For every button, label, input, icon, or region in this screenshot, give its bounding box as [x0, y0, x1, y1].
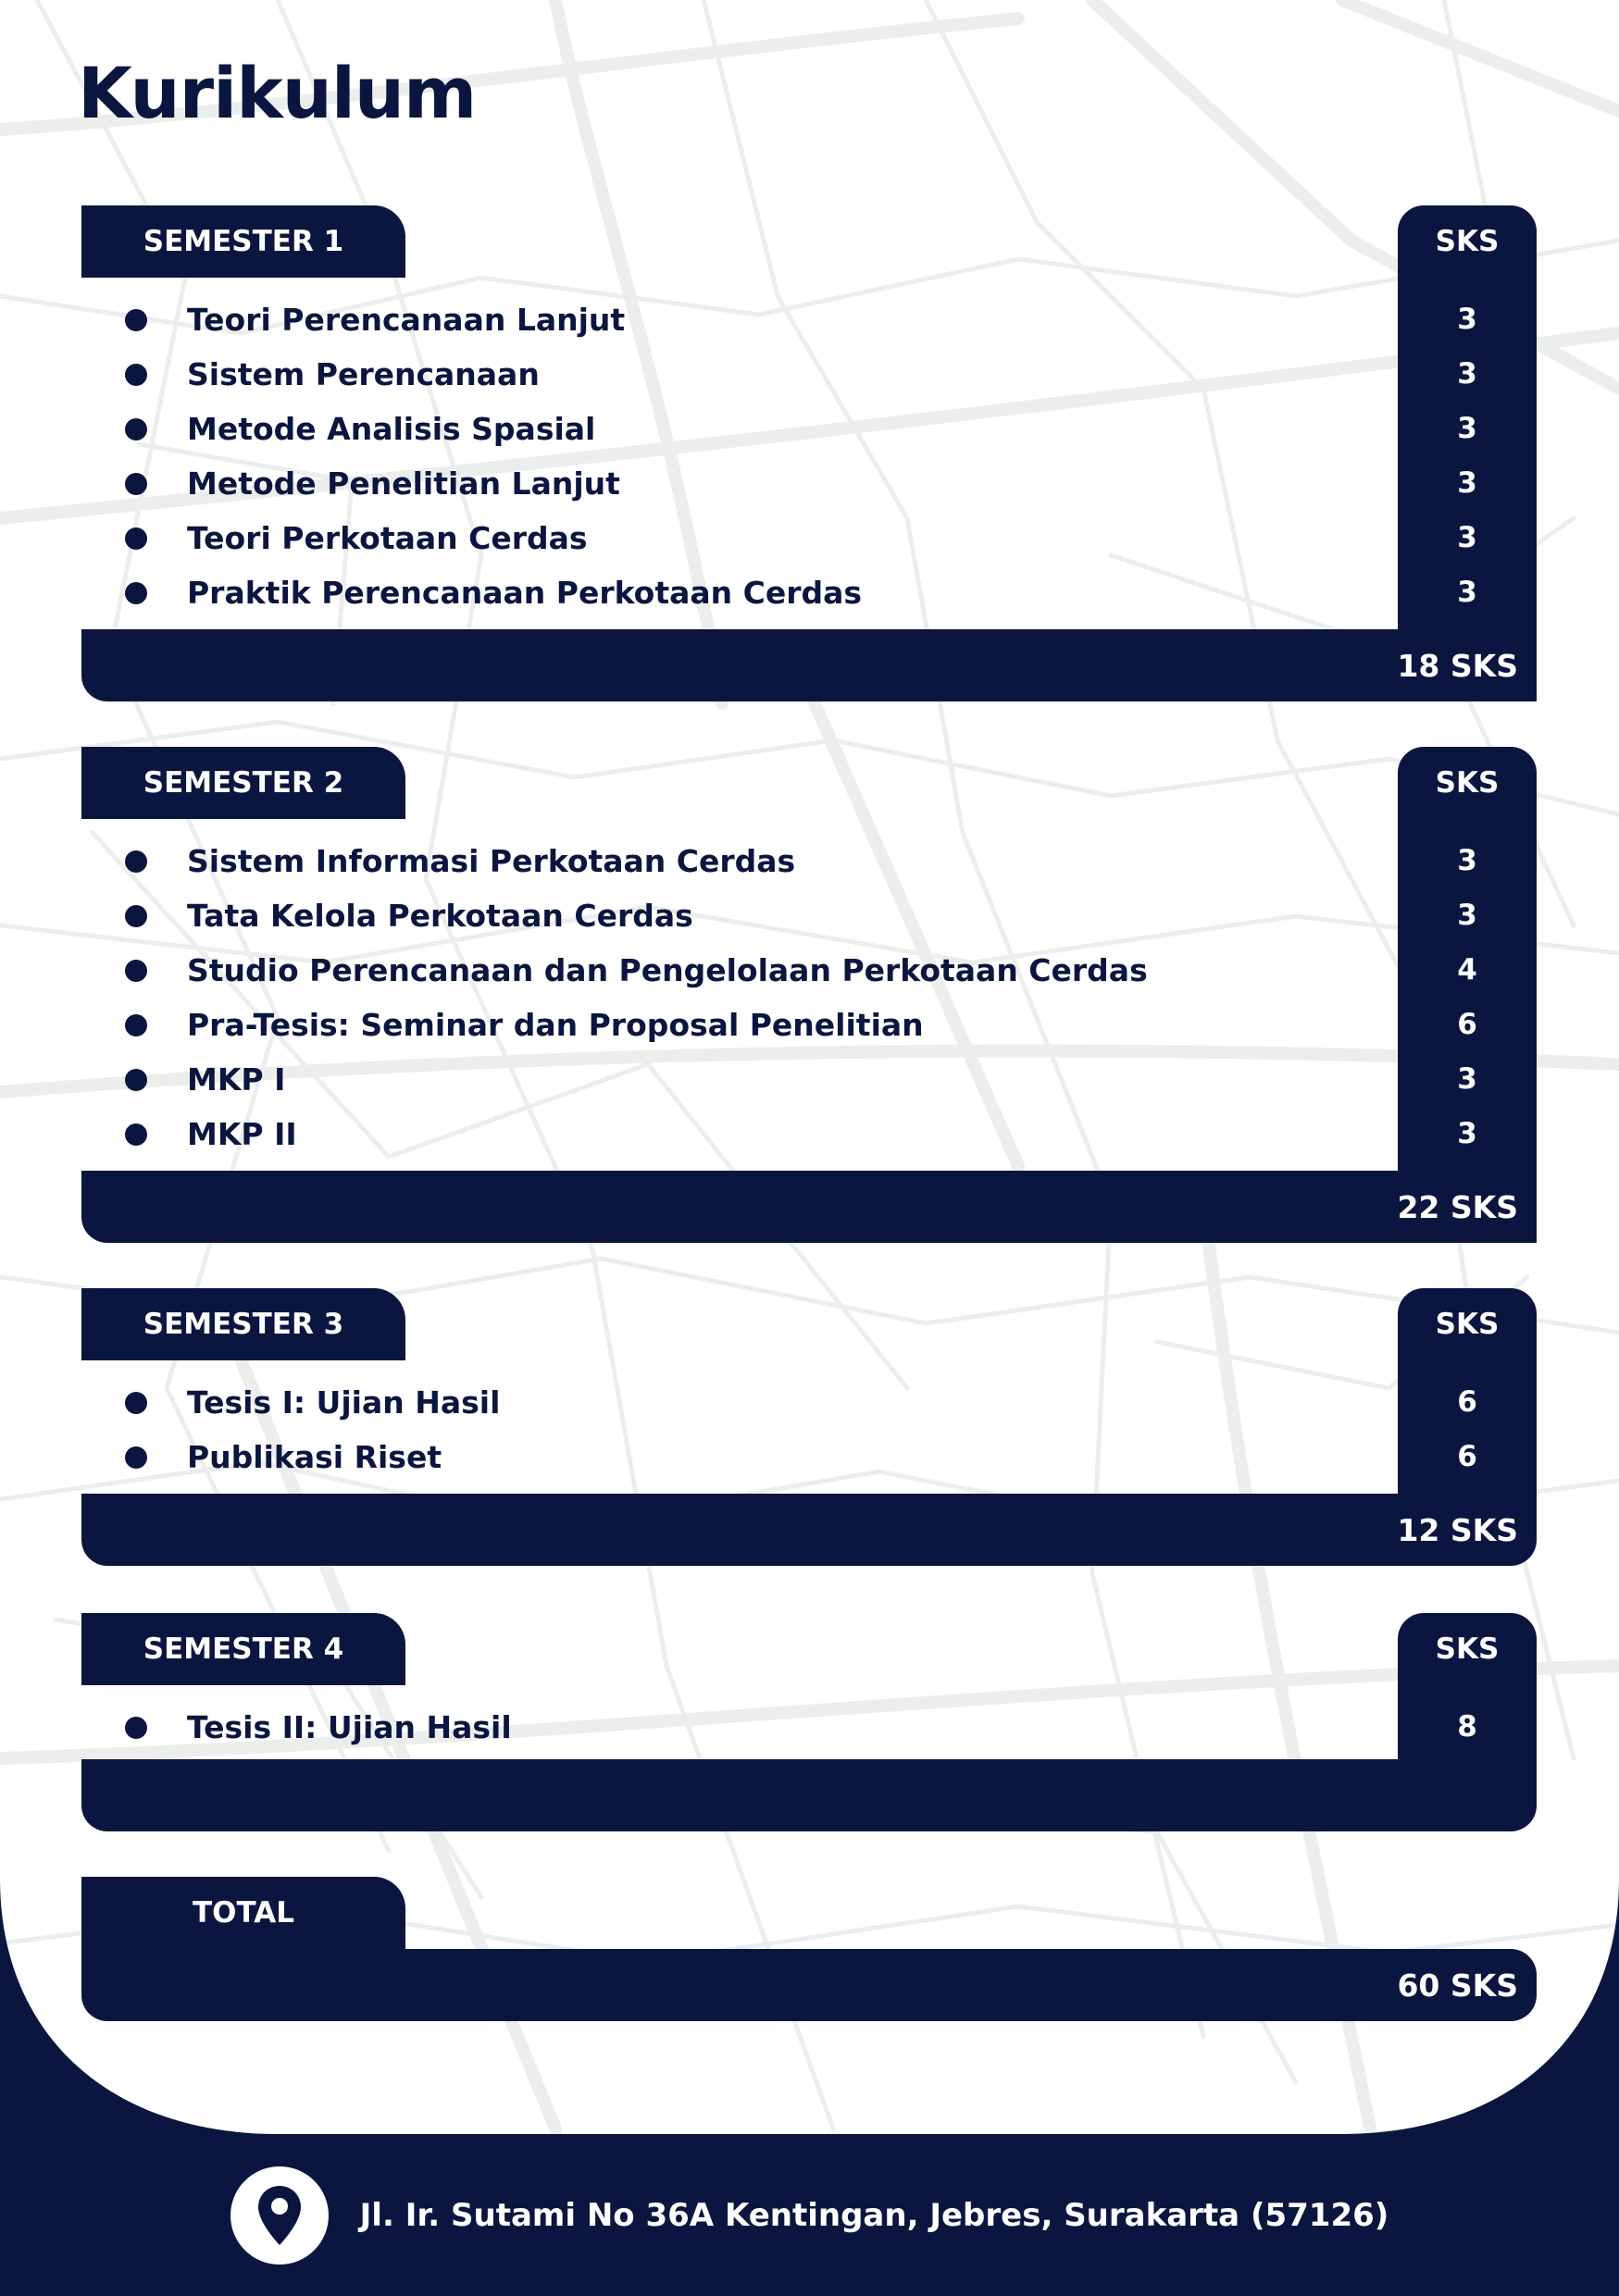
course-row	[81, 1052, 1537, 1107]
sks-header: SKS	[1398, 1613, 1537, 1685]
bullet	[125, 364, 147, 386]
course-name: Tata Kelola Perkotaan Cerdas	[187, 898, 693, 934]
grand-total-block	[81, 1877, 1537, 2004]
bullet	[125, 582, 147, 604]
semester-total	[81, 1759, 1537, 1831]
semester-1-label: SEMESTER 1	[81, 205, 405, 278]
course-name: Sistem Informasi Perkotaan Cerdas	[187, 843, 796, 879]
course-row	[81, 1430, 1537, 1484]
semester-total: 12 SKS	[81, 1494, 1537, 1566]
semester-2-block	[81, 747, 1537, 1225]
course-name: Metode Analisis Spasial	[187, 411, 596, 447]
course-name: Pra-Tesis: Seminar dan Proposal Penelitian	[187, 1007, 924, 1043]
bullet	[125, 309, 147, 331]
course-row	[81, 347, 1537, 402]
course-sks: 3	[1457, 576, 1477, 609]
semester-total: 22 SKS	[81, 1171, 1537, 1243]
bullet	[125, 418, 147, 441]
bullet	[125, 527, 147, 550]
course-row	[81, 1107, 1537, 1161]
course-row	[81, 998, 1537, 1052]
course-row	[81, 943, 1537, 998]
page-title: Kurikulum	[78, 52, 477, 134]
course-row	[81, 834, 1537, 888]
footer	[0, 2169, 1619, 2262]
bullet	[125, 1717, 147, 1739]
course-row	[81, 402, 1537, 456]
course-name: Teori Perkotaan Cerdas	[187, 520, 588, 556]
semester-4-block	[81, 1613, 1537, 1755]
course-sks: 3	[1457, 466, 1477, 500]
course-sks: 8	[1457, 1710, 1477, 1744]
course-sks: 3	[1457, 1117, 1477, 1150]
course-sks: 6	[1457, 1440, 1477, 1473]
course-sks: 6	[1457, 1385, 1477, 1419]
bullet	[125, 1123, 147, 1146]
course-name: Tesis II: Ujian Hasil	[187, 1709, 512, 1745]
semester-3-label: SEMESTER 3	[81, 1288, 405, 1360]
course-sks: 3	[1457, 1062, 1477, 1096]
course-row	[81, 888, 1537, 943]
course-sks: 3	[1457, 303, 1477, 336]
course-sks: 3	[1457, 521, 1477, 554]
bullet	[125, 473, 147, 495]
course-name: MKP II	[187, 1116, 297, 1152]
course-sks: 4	[1457, 953, 1477, 987]
course-list	[81, 819, 1537, 1161]
bullet	[125, 850, 147, 873]
semester-3-block	[81, 1288, 1537, 1548]
grand-total-value: 60 SKS	[81, 1949, 1537, 2021]
bullet	[125, 1014, 147, 1036]
bullet	[125, 1392, 147, 1414]
course-row	[81, 456, 1537, 511]
course-name: Praktik Perencanaan Perkotaan Cerdas	[187, 575, 863, 611]
course-row	[81, 292, 1537, 347]
footer-address: Jl. Ir. Sutami No 36A Kentingan, Jebres, Surakarta (57126)	[359, 2197, 1389, 2234]
bullet	[125, 905, 147, 927]
course-list	[81, 1360, 1537, 1484]
bullet	[125, 960, 147, 982]
sks-header: SKS	[1398, 747, 1537, 819]
course-name: Metode Penelitian Lanjut	[187, 465, 620, 502]
sks-header: SKS	[1398, 205, 1537, 278]
course-row	[81, 511, 1537, 565]
course-sks: 3	[1457, 844, 1477, 877]
course-row	[81, 1700, 1537, 1755]
course-name: Teori Perencanaan Lanjut	[187, 302, 626, 338]
course-sks: 3	[1457, 899, 1477, 932]
course-name: Sistem Perencanaan	[187, 356, 540, 392]
bullet	[125, 1446, 147, 1469]
semester-total: 18 SKS	[81, 629, 1537, 701]
total-label: TOTAL	[81, 1877, 405, 1949]
course-name: Studio Perencanaan dan Pengelolaan Perkotaan Cerdas	[187, 952, 1148, 988]
course-sks: 3	[1457, 357, 1477, 391]
course-name: Publikasi Riset	[187, 1439, 442, 1475]
course-sks: 6	[1457, 1008, 1477, 1041]
course-row	[81, 1375, 1537, 1430]
semester-2-label: SEMESTER 2	[81, 747, 405, 819]
semester-1-block	[81, 205, 1537, 684]
course-list	[81, 278, 1537, 620]
course-name: Tesis I: Ujian Hasil	[187, 1384, 501, 1421]
course-list	[81, 1685, 1537, 1755]
course-name: MKP I	[187, 1061, 286, 1098]
bullet	[125, 1069, 147, 1091]
semester-4-label: SEMESTER 4	[81, 1613, 405, 1685]
course-row	[81, 565, 1537, 620]
course-sks: 3	[1457, 412, 1477, 445]
location-pin-icon	[230, 2166, 329, 2265]
sks-header: SKS	[1398, 1288, 1537, 1360]
